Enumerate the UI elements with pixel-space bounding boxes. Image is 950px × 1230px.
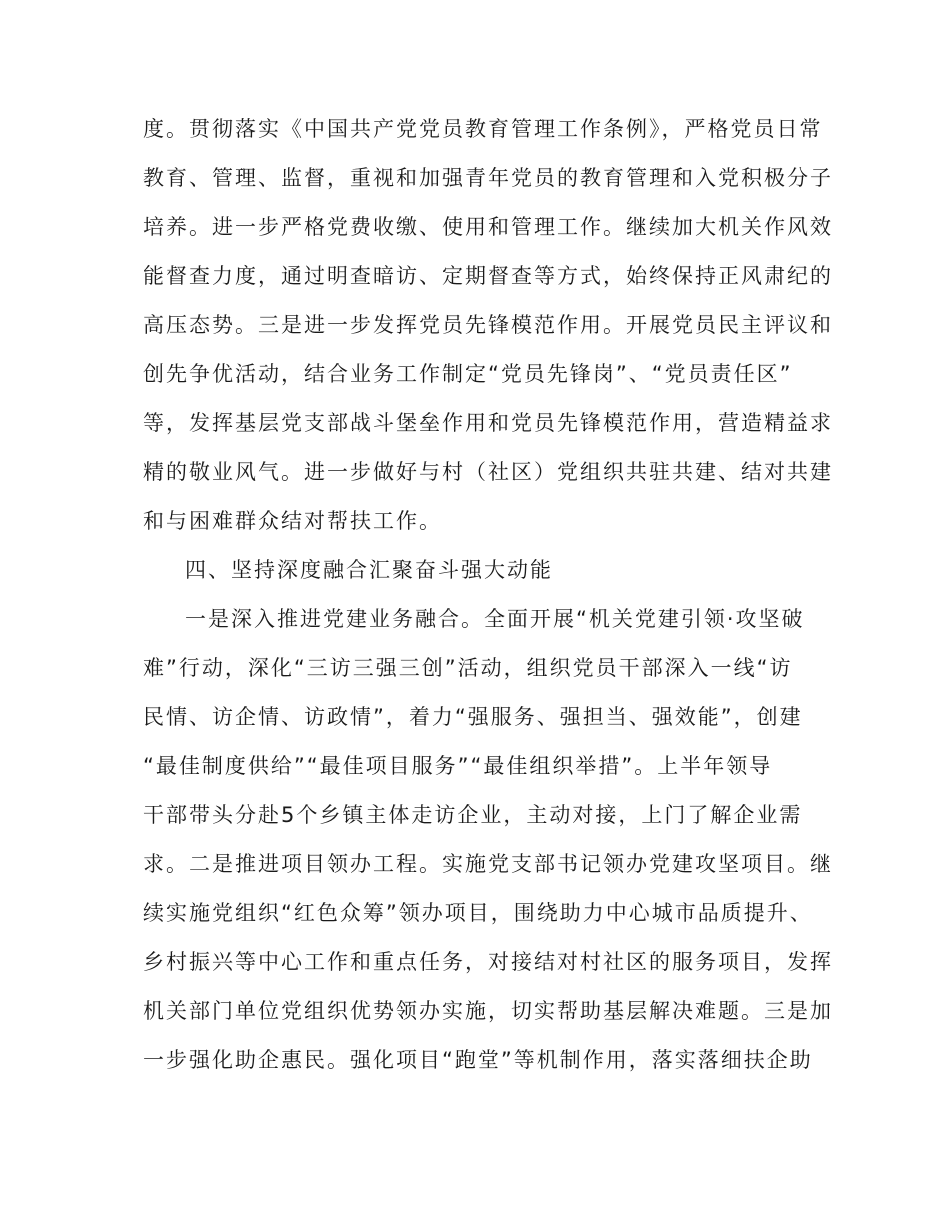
paragraph-line: 创先争优活动，结合业务工作制定“党员先锋岗”、“党员责任区” (143, 362, 793, 386)
paragraph-line: 教育、管理、监督，重视和加强青年党员的教育管理和入党积极分子 (143, 166, 833, 190)
paragraph-line: 一步强化助企惠民。强化项目“跑堂”等机制作用，落实落细扶企助 (143, 1048, 813, 1072)
paragraph-line: 精的敬业风气。进一步做好与村（社区）党组织共驻共建、结对共建 (143, 460, 833, 484)
paragraph-line: 培养。进一步严格党费收缴、使用和管理工作。继续加大机关作风效 (143, 215, 833, 239)
paragraph-line: 高压态势。三是进一步发挥党员先锋模范作用。开展党员民主评议和 (143, 313, 833, 337)
paragraph-line: 和与困难群众结对帮扶工作。 (143, 509, 442, 533)
paragraph-line: 续实施党组织“红色众筹”领办项目，围绕助力中心城市品质提升、 (143, 901, 813, 925)
paragraph-line: 机关部门单位党组织优势领办实施，切实帮助基层解决难题。三是加 (143, 999, 833, 1023)
section-heading: 四、坚持深度融合汇聚奋斗强大动能 (185, 558, 553, 582)
paragraph-line: 能督查力度，通过明查暗访、定期督查等方式，始终保持正风肃纪的 (143, 264, 833, 288)
paragraph-line: 难”行动，深化“三访三强三创”活动，组织党员干部深入一线“访 (143, 656, 793, 680)
paragraph-line: 等，发挥基层党支部战斗堡垒作用和党员先锋模范作用，营造精益求 (143, 411, 833, 435)
paragraph-line: “最佳制度供给”“最佳项目服务”“最佳组织举措”。上半年领导 (143, 754, 773, 778)
paragraph-line: 乡村振兴等中心工作和重点任务，对接结对村社区的服务项目，发挥 (143, 950, 833, 974)
paragraph-line: 干部带头分赴5个乡镇主体走访企业，主动对接，上门了解企业需 (143, 803, 803, 827)
paragraph-line: 度。贯彻落实《中国共产党党员教育管理工作条例》，严格党员日常 (143, 117, 823, 141)
paragraph-line: 民情、访企情、访政情”，着力“强服务、强担当、强效能”，创建 (143, 705, 803, 729)
paragraph-line: 一是深入推进党建业务融合。全面开展“机关党建引领·攻坚破 (185, 607, 805, 631)
paragraph-line: 求。二是推进项目领办工程。实施党支部书记领办党建攻坚项目。继 (143, 852, 833, 876)
